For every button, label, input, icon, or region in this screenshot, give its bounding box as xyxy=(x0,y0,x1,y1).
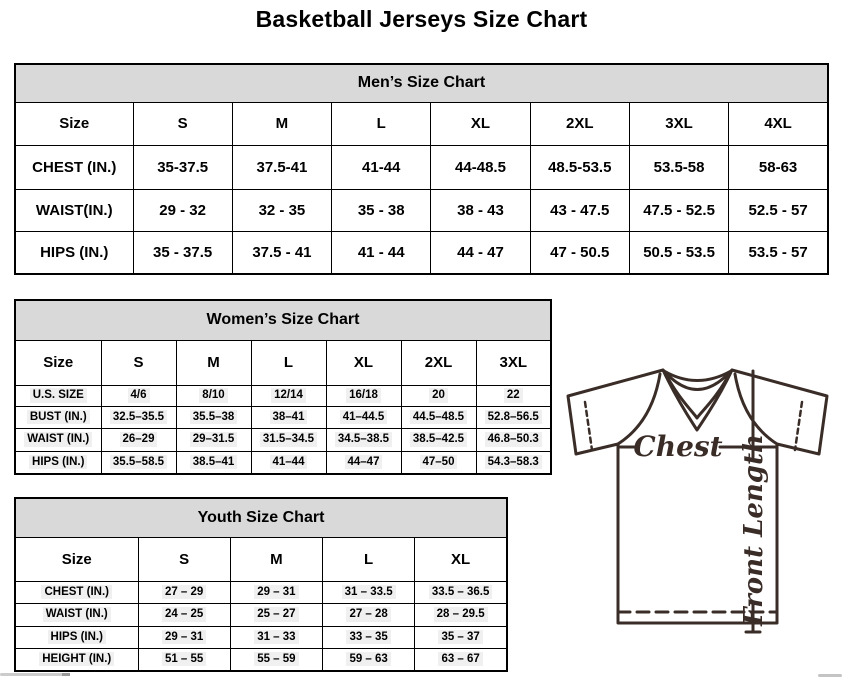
table-cell: 29 - 32 xyxy=(133,189,232,231)
table-cell: 47.5 - 52.5 xyxy=(629,189,728,231)
table-cell: 44–47 xyxy=(326,451,401,474)
column-header: XL xyxy=(415,537,507,581)
chest-label: Chest xyxy=(633,430,723,463)
column-header: S xyxy=(138,537,230,581)
table-cell: 29 – 31 xyxy=(230,581,322,603)
column-header: S xyxy=(101,340,176,385)
table-cell: 26–29 xyxy=(101,428,176,451)
column-header: XL xyxy=(431,102,530,145)
womens-size-chart-table xyxy=(14,299,552,475)
row-label: CHEST (IN.) xyxy=(15,145,133,189)
table-cell: 41–44 xyxy=(251,451,326,474)
table-cell: 35 – 37 xyxy=(415,626,507,648)
row-label: U.S. SIZE xyxy=(15,385,101,406)
table-cell: 31.5–34.5 xyxy=(251,428,326,451)
table-cell: 51 – 55 xyxy=(138,648,230,671)
table-cell: 32 - 35 xyxy=(232,189,331,231)
jersey-measurement-diagram xyxy=(560,360,843,666)
table-cell: 31 – 33 xyxy=(230,626,322,648)
table-cell: 28 – 29.5 xyxy=(415,603,507,626)
table-cell: 53.5-58 xyxy=(629,145,728,189)
row-label: HEIGHT (IN.) xyxy=(15,648,138,671)
column-header: L xyxy=(251,340,326,385)
column-header: M xyxy=(230,537,322,581)
table-cell: 32.5–35.5 xyxy=(101,406,176,428)
row-label: BUST (IN.) xyxy=(15,406,101,428)
column-header: XL xyxy=(326,340,401,385)
table-cell: 47–50 xyxy=(401,451,476,474)
column-header: 3XL xyxy=(629,102,728,145)
table-cell: 41–44.5 xyxy=(326,406,401,428)
table-cell: 50.5 - 53.5 xyxy=(629,231,728,274)
table-cell: 25 – 27 xyxy=(230,603,322,626)
table-cell: 55 – 59 xyxy=(230,648,322,671)
row-label: WAIST(IN.) xyxy=(15,189,133,231)
table-cell: 37.5-41 xyxy=(232,145,331,189)
row-label: HIPS (IN.) xyxy=(15,626,138,648)
table-cell: 35-37.5 xyxy=(133,145,232,189)
table-cell: 38.5–42.5 xyxy=(401,428,476,451)
page-title: Basketball Jerseys Size Chart xyxy=(255,6,588,32)
column-header: 2XL xyxy=(401,340,476,385)
table-cell: 35 - 37.5 xyxy=(133,231,232,274)
row-label: WAIST (IN.) xyxy=(15,428,101,451)
table-cell: 4/6 xyxy=(101,385,176,406)
table-cell: 44.5–48.5 xyxy=(401,406,476,428)
mens-table-caption: Men’s Size Chart xyxy=(15,64,828,102)
table-cell: 44-48.5 xyxy=(431,145,530,189)
table-cell: 33.5 – 36.5 xyxy=(415,581,507,603)
column-header: Size xyxy=(15,340,101,385)
table-cell: 47 - 50.5 xyxy=(530,231,629,274)
table-cell: 38.5–41 xyxy=(176,451,251,474)
table-cell: 16/18 xyxy=(326,385,401,406)
table-cell: 24 – 25 xyxy=(138,603,230,626)
table-cell: 46.8–50.3 xyxy=(476,428,551,451)
table-cell: 37.5 - 41 xyxy=(232,231,331,274)
table-cell: 33 – 35 xyxy=(323,626,415,648)
column-header: M xyxy=(232,102,331,145)
scrollbar-fragment-right[interactable] xyxy=(818,674,842,677)
row-label: CHEST (IN.) xyxy=(15,581,138,603)
youth-table-caption: Youth Size Chart xyxy=(15,498,507,537)
mens-size-chart-table xyxy=(14,63,829,275)
column-header: L xyxy=(323,537,415,581)
table-cell: 8/10 xyxy=(176,385,251,406)
table-cell: 59 – 63 xyxy=(323,648,415,671)
table-cell: 53.5 - 57 xyxy=(729,231,828,274)
table-cell: 38–41 xyxy=(251,406,326,428)
table-cell: 41-44 xyxy=(332,145,431,189)
table-cell: 31 – 33.5 xyxy=(323,581,415,603)
table-cell: 29 – 31 xyxy=(138,626,230,648)
column-header: 4XL xyxy=(729,102,828,145)
column-header: 3XL xyxy=(476,340,551,385)
table-cell: 20 xyxy=(401,385,476,406)
table-cell: 34.5–38.5 xyxy=(326,428,401,451)
column-header: Size xyxy=(15,102,133,145)
jersey-outline xyxy=(568,370,827,623)
table-cell: 35.5–58.5 xyxy=(101,451,176,474)
table-cell: 58-63 xyxy=(729,145,828,189)
table-cell: 35 - 38 xyxy=(332,189,431,231)
column-header: 2XL xyxy=(530,102,629,145)
table-cell: 52.8–56.5 xyxy=(476,406,551,428)
table-cell: 27 – 29 xyxy=(138,581,230,603)
table-cell: 52.5 - 57 xyxy=(729,189,828,231)
table-cell: 48.5-53.5 xyxy=(530,145,629,189)
row-label: WAIST (IN.) xyxy=(15,603,138,626)
row-label: HIPS (IN.) xyxy=(15,451,101,474)
scrollbar-fragment-left[interactable] xyxy=(0,673,70,676)
table-cell: 27 – 28 xyxy=(323,603,415,626)
table-cell: 63 – 67 xyxy=(415,648,507,671)
table-cell: 29–31.5 xyxy=(176,428,251,451)
table-cell: 12/14 xyxy=(251,385,326,406)
front-length-label: Front Length xyxy=(739,434,769,626)
youth-size-chart-table xyxy=(14,497,508,672)
column-header: M xyxy=(176,340,251,385)
table-cell: 44 - 47 xyxy=(431,231,530,274)
jersey-diagram-svg xyxy=(560,360,843,666)
table-cell: 35.5–38 xyxy=(176,406,251,428)
row-label: HIPS (IN.) xyxy=(15,231,133,274)
table-cell: 38 - 43 xyxy=(431,189,530,231)
column-header: S xyxy=(133,102,232,145)
womens-table-caption: Women’s Size Chart xyxy=(15,300,551,340)
column-header: Size xyxy=(15,537,138,581)
column-header: L xyxy=(332,102,431,145)
table-cell: 41 - 44 xyxy=(332,231,431,274)
table-cell: 43 - 47.5 xyxy=(530,189,629,231)
table-cell: 54.3–58.3 xyxy=(476,451,551,474)
table-cell: 22 xyxy=(476,385,551,406)
